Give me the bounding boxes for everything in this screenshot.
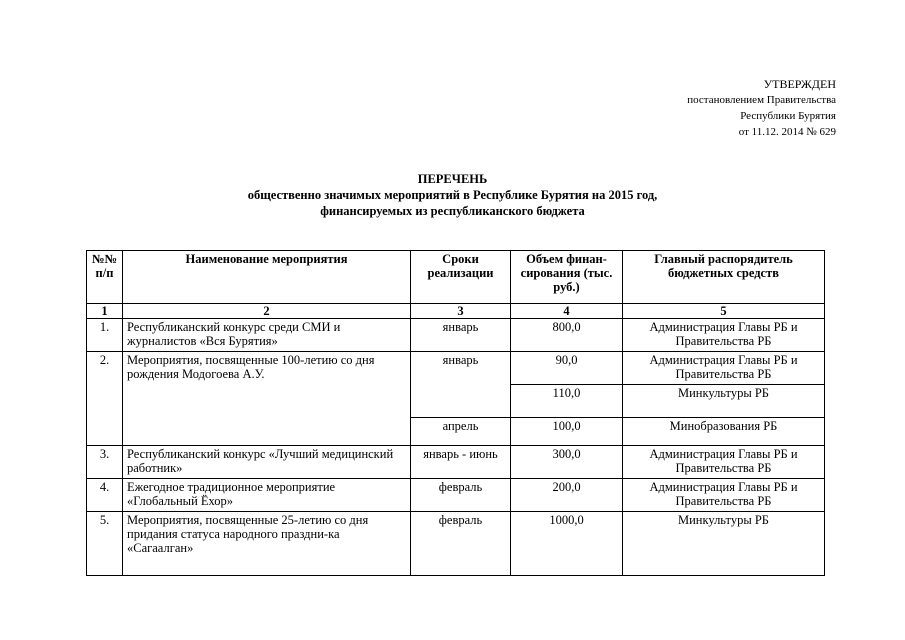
table-row xyxy=(87,446,825,479)
document-title: ПЕРЕЧЕНЬ xyxy=(417,172,488,186)
row-manager: Администрация Главы РБ и Правительства РБ xyxy=(623,352,825,385)
row-amount: 800,0 xyxy=(511,319,623,352)
events-table xyxy=(86,250,825,576)
row-manager: Администрация Главы РБ и Правительства РБ xyxy=(623,446,825,479)
approved-label: УТВЕРЖДЕН xyxy=(763,77,836,91)
row-period: январь xyxy=(411,319,511,352)
row-amount: 90,0 xyxy=(511,352,623,385)
row-name: Ежегодное традиционное мероприятие «Глобальный Ёхор» xyxy=(123,479,411,512)
table-row xyxy=(87,319,825,352)
row-num: 1. xyxy=(87,319,123,352)
header-amount: Объем финан-сирования (тыс. руб.) xyxy=(511,251,623,304)
document-heading xyxy=(0,171,905,219)
header-period: Сроки реализации xyxy=(411,251,511,304)
row-period: февраль xyxy=(411,479,511,512)
row-num: 4. xyxy=(87,479,123,512)
row-name: Мероприятия, посвященные 100-летию со дня рождения Модогоева А.У. xyxy=(123,352,411,446)
row-manager: Администрация Главы РБ и Правительства РБ xyxy=(623,479,825,512)
header-name: Наименование мероприятия xyxy=(123,251,411,304)
row-num: 2. xyxy=(87,352,123,446)
row-amount: 200,0 xyxy=(511,479,623,512)
row-num: 3. xyxy=(87,446,123,479)
approval-block xyxy=(687,76,836,140)
approval-line-2: Республики Бурятия xyxy=(740,110,836,122)
row-name: Республиканский конкурс «Лучший медицинский работник» xyxy=(123,446,411,479)
row-manager: Минобразования РБ xyxy=(623,418,825,446)
page-bottom-margin xyxy=(0,581,905,640)
row-name: Мероприятия, посвященные 25-летию со дня придания статуса народного праздни-ка «Сагаалган» xyxy=(123,512,411,576)
row-amount: 100,0 xyxy=(511,418,623,446)
table-row xyxy=(87,352,825,385)
row-period: февраль xyxy=(411,512,511,576)
row-period: январь - июнь xyxy=(411,446,511,479)
column-number: 5 xyxy=(623,304,825,319)
approval-line-1: постановлением Правительства xyxy=(687,94,836,106)
column-number-row xyxy=(87,304,825,319)
document-subtitle-line-2: финансируемых из республиканского бюджета xyxy=(320,204,585,218)
approval-line-3: от 11.12. 2014 № 629 xyxy=(738,126,836,138)
row-name: Республиканский конкурс среди СМИ и журналистов «Вся Бурятия» xyxy=(123,319,411,352)
column-number: 1 xyxy=(87,304,123,319)
table-row xyxy=(87,479,825,512)
row-amount: 1000,0 xyxy=(511,512,623,576)
row-period: январь xyxy=(411,352,511,418)
header-manager: Главный распорядитель бюджетных средств xyxy=(623,251,825,304)
row-manager: Минкультуры РБ xyxy=(623,385,825,418)
header-num: №№ п/п xyxy=(87,251,123,304)
table-row xyxy=(87,512,825,576)
column-number: 4 xyxy=(511,304,623,319)
row-period: апрель xyxy=(411,418,511,446)
column-number: 3 xyxy=(411,304,511,319)
row-amount: 300,0 xyxy=(511,446,623,479)
table-header-row xyxy=(87,251,825,304)
document-subtitle-line-1: общественно значимых мероприятий в Республике Бурятия на 2015 год, xyxy=(247,188,658,202)
row-num: 5. xyxy=(87,512,123,576)
column-number: 2 xyxy=(123,304,411,319)
row-manager: Администрация Главы РБ и Правительства РБ xyxy=(623,319,825,352)
row-amount: 110,0 xyxy=(511,385,623,418)
row-manager: Минкультуры РБ xyxy=(623,512,825,576)
